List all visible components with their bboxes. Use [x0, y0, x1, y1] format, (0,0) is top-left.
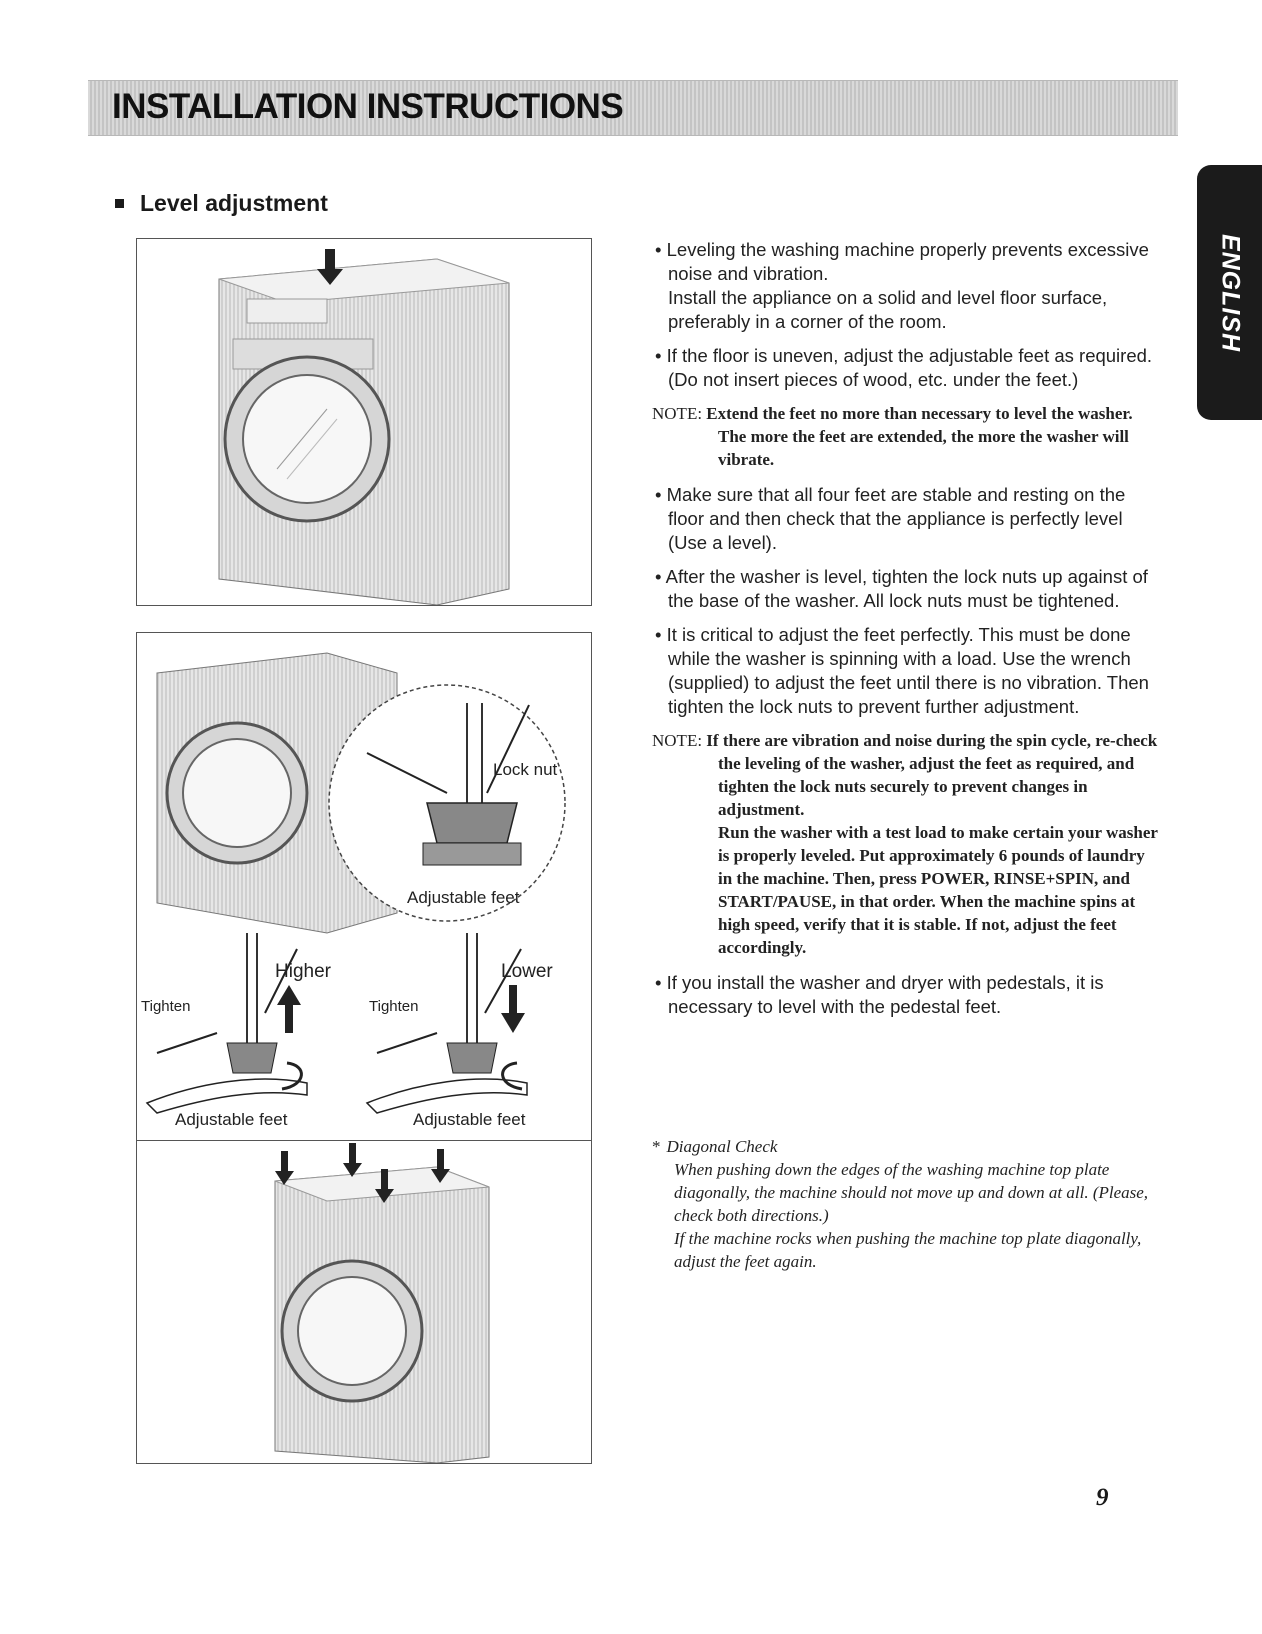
washer-diagonal-illustration	[137, 1141, 591, 1463]
language-tab-label: ENGLISH	[1216, 233, 1244, 352]
page-number: 9	[1096, 1484, 1109, 1511]
diagonal-check-text-1: When pushing down the edges of the washing machine top plate diagonally, the machine should not move up and down at all. (Please, check both directions.)	[674, 1160, 1149, 1225]
header-banner	[88, 80, 1178, 136]
lower-diagram	[367, 933, 553, 1129]
diagonal-check	[652, 1135, 1152, 1273]
note-extend-feet: NOTE: Extend the feet no more than necessary to level the washer. The more the feet are extended, the more the washer will vibrate.	[652, 404, 1133, 469]
feet-adjustment-illustration	[137, 633, 591, 1141]
lock-nut-label: Lock nut	[493, 760, 558, 779]
bullet-uneven-floor: • If the floor is uneven, adjust the adjustable feet as required. (Do not insert pieces of wood, etc. under the feet.)	[655, 345, 1153, 390]
adjustable-feet-label: Adjustable feet	[407, 888, 520, 907]
page-title: INSTALLATION INSTRUCTIONS	[112, 87, 624, 126]
square-bullet-icon	[115, 199, 124, 208]
figure-diagonal-check	[136, 1140, 592, 1464]
instructions-column	[648, 238, 1158, 1029]
figure-washer-top-press	[136, 238, 592, 606]
bullet-pedestals: • If you install the washer and dryer with pedestals, it is necessary to level with the pedestal feet.	[655, 972, 1104, 1017]
higher-label: Higher	[275, 961, 331, 982]
adjustable-feet-right-label: Adjustable feet	[413, 1110, 526, 1129]
up-arrow-icon	[277, 985, 301, 1033]
note-vibration: NOTE: If there are vibration and noise during the spin cycle, re-check the leveling of the washer, adjust the feet as required, and tighten the lock nuts securely to prevent changes in adjustment. Run the washer with a test load to make certain your washer is properly leveled. Put approximately 6 pounds of laundry in the machine. Then, press POWER, RINSE+SPIN, and START/PAUSE, in that order. When the machine spins at high speed, verify that it is stable. If not, adjust the feet accordingly.	[652, 731, 1158, 957]
bullet-critical-adjust: • It is critical to adjust the feet perfectly. This must be done while the washer is spinning with a load. Use the wrench (supplied) to adjust the feet until there is no vibration. Then tighten the lock nuts to prevent further adjustment.	[655, 624, 1149, 717]
section-heading	[115, 190, 328, 217]
bullet-lock-nuts: • After the washer is level, tighten the lock nuts up against of the base of the washer. All lock nuts must be tightened.	[655, 566, 1148, 611]
section-heading-text: Level adjustment	[140, 190, 328, 216]
figure-adjustable-feet	[136, 632, 592, 1142]
down-arrow-small-icon	[501, 985, 525, 1033]
tighten-label-right: Tighten	[369, 998, 419, 1015]
washer-illustration	[137, 239, 591, 605]
diagonal-check-text-2: If the machine rocks when pushing the machine top plate diagonally, adjust the feet again.	[674, 1229, 1142, 1271]
diagonal-check-title: * Diagonal Check	[652, 1137, 778, 1156]
adjustable-feet-left-label: Adjustable feet	[175, 1110, 288, 1129]
language-tab	[1197, 165, 1262, 420]
lower-label: Lower	[501, 961, 553, 982]
tighten-label-left: Tighten	[141, 998, 191, 1015]
higher-diagram	[141, 933, 332, 1129]
bullet-four-feet: • Make sure that all four feet are stable and resting on the floor and then check that the appliance is perfectly level (Use a level).	[655, 484, 1126, 553]
bullet-leveling: • Leveling the washing machine properly prevents excessive noise and vibration. Install the appliance on a solid and level floor surface, preferably in a corner of the room.	[655, 239, 1149, 332]
